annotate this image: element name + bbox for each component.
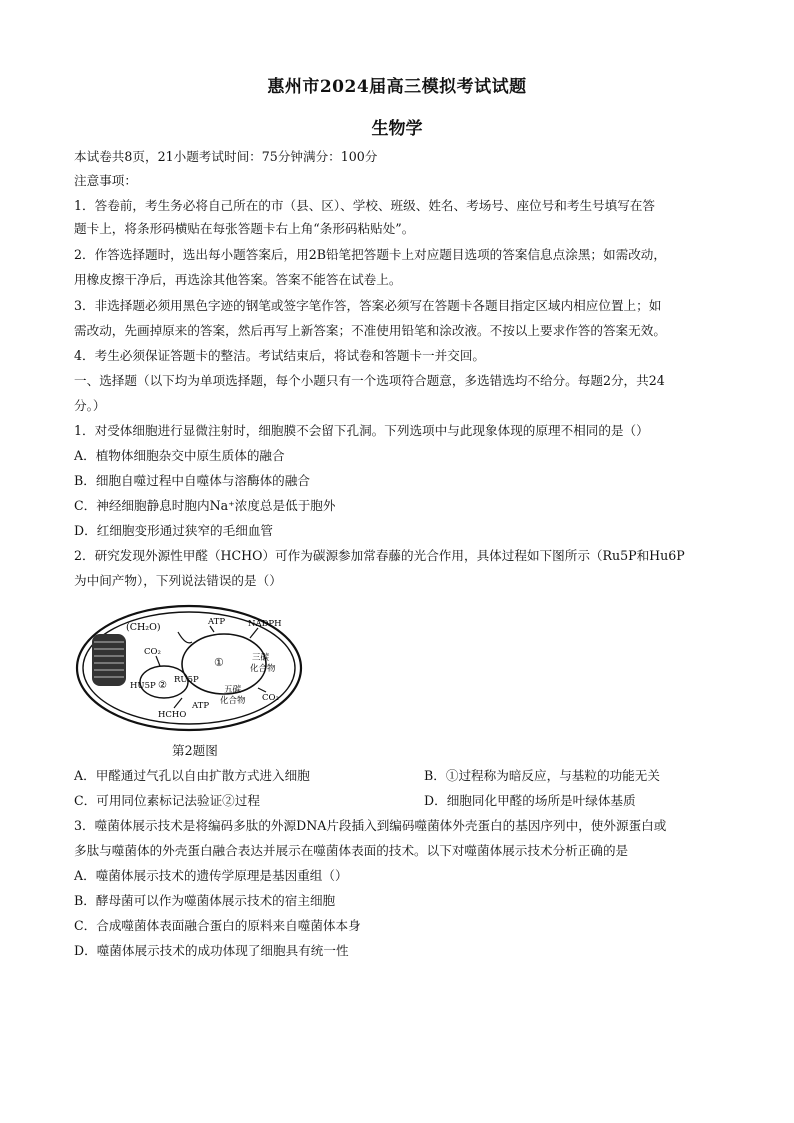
label-ch2o: (CH₂O) (126, 622, 161, 633)
q2-option-a: A．甲醛通过气孔以自由扩散方式进入细胞 (74, 768, 310, 783)
q2-option-d: D．细胞同化甲醛的场所是叶绿体基质 (424, 793, 636, 808)
label-circle-1: ① (214, 656, 224, 669)
label-hu5p: HU5P (130, 681, 156, 691)
co2-right-arrow (258, 688, 266, 692)
chloroplast-diagram (74, 602, 304, 734)
note-2-line-2: 用橡皮擦干净后，再选涂其他答案。答案不能答在试卷上。 (74, 272, 402, 287)
q1-stem: 1．对受体细胞进行显微注射时，细胞膜不会留下孔洞。下列选项中与此现象体现的原理不相同的是（） (74, 423, 649, 438)
q3-stem-line-2: 多肽与噬菌体的外壳蛋白融合表达并展示在噬菌体表面的技术。以下对噬菌体展示技术分析正确的是 (74, 843, 629, 858)
co2-left-arrow (156, 656, 160, 666)
label-atp-top: ATP (208, 617, 226, 627)
label-co2-right: CO₂ (262, 693, 279, 703)
subject-title: 生物学 (371, 119, 423, 139)
figure-caption: 第2题图 (172, 743, 218, 758)
q3-option-c: C．合成噬菌体表面融合蛋白的原料来自噬菌体本身 (74, 918, 361, 933)
q1-option-c: C．神经细胞静息时胞内Na⁺浓度总是低于胞外 (74, 498, 336, 513)
q3-option-b: B．酵母菌可以作为噬菌体展示技术的宿主细胞 (74, 893, 336, 908)
label-three-carbon-2: 化合物 (250, 664, 276, 674)
q1-option-b: B．细胞自噬过程中自噬体与溶酶体的融合 (74, 473, 310, 488)
label-ru5p: RU5P (174, 675, 199, 685)
notes-heading: 注意事项： (74, 173, 137, 188)
exam-info: 本试卷共8页，21小题考试时间：75分钟满分：100分 (74, 149, 378, 164)
hcho-arrow (174, 698, 182, 708)
q2-stem-line-1: 2．研究发现外源性甲醛（HCHO）可作为碳源参加常春藤的光合作用，具体过程如下图所示（Ru5P和Hu6P (74, 548, 685, 563)
chloroplast-diagram-svg (74, 602, 304, 734)
section-heading-line-1: 一、选择题（以下均为单项选择题，每个小题只有一个选项符合题意，多选错选均不给分。每题2分，共24 (74, 373, 665, 388)
label-co2-left: CO₂ (144, 647, 161, 657)
label-atp-bottom: ATP (192, 701, 210, 711)
exam-title: 惠州市2024届高三模拟考试试题 (267, 77, 527, 97)
q1-option-a: A．植物体细胞杂交中原生质体的融合 (74, 448, 285, 463)
note-1-line-1: 1．答卷前，考生务必将自己所在的市（县、区）、学校、班级、姓名、考场号、座位号和考生号填写在答 (74, 198, 656, 213)
q3-stem-line-1: 3．噬菌体展示技术是将编码多肽的外源DNA片段插入到编码噬菌体外壳蛋白的基因序列中，使外源蛋白或 (74, 818, 667, 833)
q3-option-a: A．噬菌体展示技术的遗传学原理是基因重组（） (74, 868, 348, 883)
q2-option-b: B．①过程称为暗反应，与基粒的功能无关 (424, 768, 660, 783)
label-hcho: HCHO (158, 710, 187, 720)
q3-option-d: D．噬菌体展示技术的成功体现了细胞具有统一性 (74, 943, 349, 958)
label-five-carbon-1: 五碳 (224, 685, 242, 695)
note-2-line-1: 2．作答选择题时，选出每小题答案后，用2B铅笔把答题卡上对应题目选项的答案信息点涂黑；如需改动， (74, 247, 666, 262)
q1-option-d: D．红细胞变形通过狭窄的毛细血管 (74, 523, 274, 538)
label-nadph: NADPH (248, 619, 282, 629)
ch2o-arrow (178, 632, 192, 643)
label-three-carbon-1: 三碳 (252, 653, 270, 663)
q2-stem-line-2: 为中间产物），下列说法错误的是（） (74, 573, 282, 588)
nadph-arrow (250, 628, 258, 638)
section-heading-line-2: 分。） (74, 398, 106, 413)
q2-option-c: C．可用同位素标记法验证②过程 (74, 793, 260, 808)
note-3-line-1: 3．非选择题必须用黑色字迹的钢笔或签字笔作答，答案必须写在答题卡各题目指定区域内相应位置上；如 (74, 298, 662, 313)
q2-options-row-1 (74, 767, 734, 785)
label-five-carbon-2: 化合物 (220, 696, 246, 706)
note-3-line-2: 需改动，先画掉原来的答案，然后再写上新答案；不准使用铅笔和涂改液。不按以上要求作答的答案无效。 (74, 323, 666, 338)
note-4: 4．考生必须保证答题卡的整洁。考试结束后，将试卷和答题卡一并交回。 (74, 348, 486, 363)
label-circle-2: ② (158, 680, 167, 691)
granum-stack (92, 634, 126, 686)
note-1-line-2: 题卡上，将条形码横贴在每张答题卡右上角“条形码粘贴处”。 (74, 221, 415, 236)
q2-options-row-2 (74, 792, 734, 810)
